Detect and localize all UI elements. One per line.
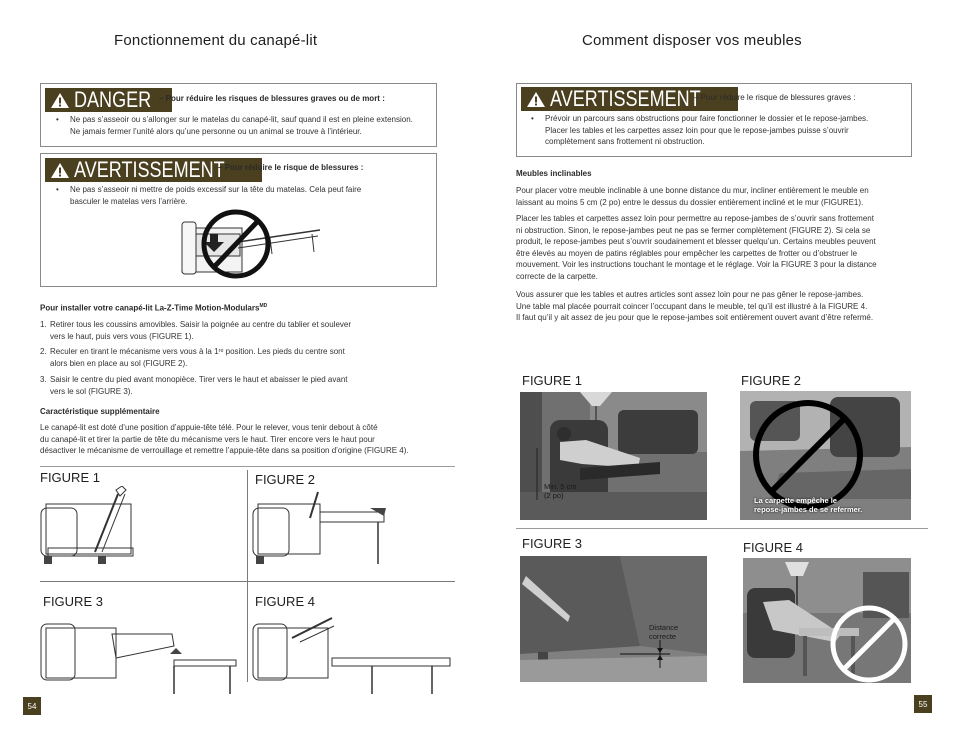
warning-bullet-right-line2: Placer les tables et les carpettes assez loin pour que le repose-jambes puisse s’ouvrir (545, 125, 849, 135)
warning-triangle-icon (50, 162, 70, 179)
danger-bullet: • Ne pas s’asseoir ou s’allonger sur le matelas du canapé-lit, sauf quand il est en pleine extension. Ne jamais fermer l’unité alors qu’une personne ou un animal se trouve à l’intérieur. (56, 114, 436, 137)
warning-bullet-right: • Prévoir un parcours sans obstructions pour faire fonctionner le dossier et le repose-jambes. Placer les tables et les carpettes assez loin pour que le repose-jambes puisse s’ouvrir complètement sans frottement ni obstruction. (531, 113, 909, 148)
recliner-paragraph-1 (516, 185, 936, 208)
extra-line: du canapé-lit et tirer la partie de tête du mécanisme vers le haut. Tirer encore vers le haut pour (40, 434, 375, 444)
step-number: 2. (40, 347, 47, 356)
extra-line: désactiver le mécanisme de verrouillage et remettre l’appuie-tête dans sa position d’origine (FIGURE 4). (40, 446, 409, 455)
right-figure-3-label: FIGURE 3 (522, 536, 582, 551)
install-heading (40, 303, 267, 313)
extra-heading: Caractéristique supplémentaire (40, 407, 160, 416)
sofa-bed-figure-2-drawing (252, 488, 392, 568)
left-figure-2-label: FIGURE 2 (255, 472, 315, 487)
caption-line: Distance (649, 623, 679, 632)
install-heading-text: Pour installer votre canapé-lit La-Z-Time Motion-Modulars (40, 303, 260, 313)
figure-3-caption (649, 623, 678, 641)
left-figure-rule-top (40, 466, 455, 467)
left-figure-3-label: FIGURE 3 (43, 594, 103, 609)
install-heading-mark: MD (259, 303, 268, 309)
right-figure-4-label: FIGURE 4 (743, 540, 803, 555)
right-figure-1-label: FIGURE 1 (522, 373, 582, 388)
para-line: mouvement. Voir les instructions touchant le montage et le réglage. Voir la FIGURE 3 pour la distance (516, 260, 877, 269)
step-line: Retirer tous les coussins amovibles. Saisir la poignée au centre du tablier et soulever (50, 320, 352, 329)
page-number-right: 55 (914, 695, 932, 713)
para-line: Il faut qu’il y ait assez de jeu pour que le repose-jambes soit entièrement ouvert avant d’être refermé. (516, 313, 874, 322)
sofa-bed-figure-4-drawing (252, 614, 452, 694)
step-line: vers le haut, puis vers vous (FIGURE 1). (50, 331, 194, 341)
left-figure-divider-h (40, 581, 455, 582)
right-figure-2-label: FIGURE 2 (741, 373, 801, 388)
install-step-3 (40, 374, 440, 397)
warning-triangle-icon (526, 91, 546, 108)
warning-bullet-left-line2: basculer le matelas vers l’arrière. (70, 196, 188, 206)
para-line: produit, le repose-jambes peut s’ouvrir soudainement et blesser quelqu’un. Certains meubles peuvent (516, 237, 876, 246)
caption-line: (2 po) (544, 491, 564, 500)
step-line: alors bien en place au sol (FIGURE 2). (50, 358, 188, 368)
danger-badge (45, 88, 172, 112)
warning-bullet-left: • Ne pas s’asseoir ni mettre de poids excessif sur la tête du matelas. Cela peut faire basculer le matelas vers l’arrière. (56, 184, 436, 207)
caption-line: repose-jambes de se refermer. (754, 505, 863, 514)
step-line: vers le sol (FIGURE 3). (50, 386, 133, 396)
warning-badge-left-text: AVERTISSEMENT (74, 157, 225, 182)
warning-badge-right-text: AVERTISSEMENT (550, 86, 701, 111)
warning-bullet-right-line3: complètement sans frottement ni obstruction. (545, 137, 705, 146)
warning-lead-right: – Pour réduire le risque de blessures graves : (694, 93, 856, 102)
sofa-bed-figure-3-drawing (40, 614, 240, 694)
figure-2-caption (754, 496, 862, 514)
step-line: Reculer en tirant le mécanisme vers vous à la 1ʳᵉ position. Les pieds du centre sont (50, 347, 345, 356)
danger-lead: – Pour réduire les risques de blessures graves ou de mort : (159, 94, 385, 103)
install-step-2 (40, 346, 440, 369)
step-line: Saisir le centre du pied avant monopièce. Tirer vers le haut et abaisser le pied avant (50, 375, 348, 384)
table-blocking-photo (743, 558, 911, 683)
para-line: ni obstruction. Sinon, le repose-jambes peut ne pas se fermer complètement (FIGURE 2). Si cela se (516, 225, 871, 235)
step-number: 1. (40, 320, 47, 329)
recliner-paragraph-3 (516, 289, 936, 324)
warning-bullet-left-line1: Ne pas s’asseoir ni mettre de poids excessif sur la tête du matelas. Cela peut faire (70, 185, 362, 194)
para-line: Vous assurer que les tables et autres articles sont assez loin pour ne pas gêner le repose-jambes. (516, 290, 864, 299)
danger-bullet-line2: Ne jamais fermer l’unité alors qu’une personne ou un animal se trouve à l’intérieur. (70, 126, 362, 136)
caption-line: La carpette empêche le (754, 496, 837, 505)
left-figure-4-label: FIGURE 4 (255, 594, 315, 609)
para-line: être élevés au moyen de patins réglables pour empêcher les carpettes de frotter ou d’obstruer le (516, 248, 858, 258)
extra-paragraph (40, 422, 450, 457)
recliner-wall-photo (520, 392, 707, 520)
danger-bullet-line1: Ne pas s’asseoir ou s’allonger sur le matelas du canapé-lit, sauf quand il est en pleine extension. (70, 115, 413, 124)
warning-triangle-icon (50, 92, 70, 109)
right-page-title: Comment disposer vos meubles (582, 32, 802, 49)
para-line: Placer les tables et carpettes assez loin pour permettre au repose-jambes de s’ouvrir sans frottement (516, 214, 874, 223)
install-step-1 (40, 319, 440, 342)
para-line: Une table mal placée pourrait coincer l’occupant dans le meuble, tel qu’il est illustré à la FIGURE 4. (516, 301, 868, 311)
warning-bullet-right-line1: Prévoir un parcours sans obstructions pour faire fonctionner le dossier et le repose-jambes. (545, 114, 869, 123)
carpet-obstruction-photo (740, 391, 911, 520)
recliner-heading: Meubles inclinables (516, 169, 592, 178)
para-line: Pour placer votre meuble inclinable à une bonne distance du mur, incliner entièrement le meuble en (516, 186, 869, 195)
recliner-paragraph-2 (516, 213, 936, 282)
danger-badge-text: DANGER (74, 87, 152, 112)
prohibited-sofa-illustration (180, 208, 322, 280)
left-page-title: Fonctionnement du canapé-lit (114, 32, 318, 49)
warning-lead-left: – Pour réduire le risque de blessures : (218, 163, 364, 172)
sofa-bed-figure-1-drawing (40, 486, 170, 568)
figure-1-caption (544, 482, 577, 500)
left-figure-1-label: FIGURE 1 (40, 470, 100, 485)
caption-line: correcte (649, 632, 677, 641)
para-line: correcte de la carpette. (516, 271, 598, 281)
para-line: laissant au moins 5 cm (2 po) entre le dessus du dossier entièrement incliné et le mur (FIGURE1). (516, 197, 864, 207)
extra-line: Le canapé-lit est doté d’une position d’appuie-tête télé. Pour le relever, vous tenir debout à côté (40, 423, 378, 432)
caption-line: Min. 5 cm (544, 482, 577, 491)
right-figure-rule (516, 528, 928, 529)
page-number-left: 54 (23, 697, 41, 715)
left-figure-divider-v (247, 470, 248, 682)
step-number: 3. (40, 375, 47, 384)
correct-distance-photo (520, 556, 707, 682)
